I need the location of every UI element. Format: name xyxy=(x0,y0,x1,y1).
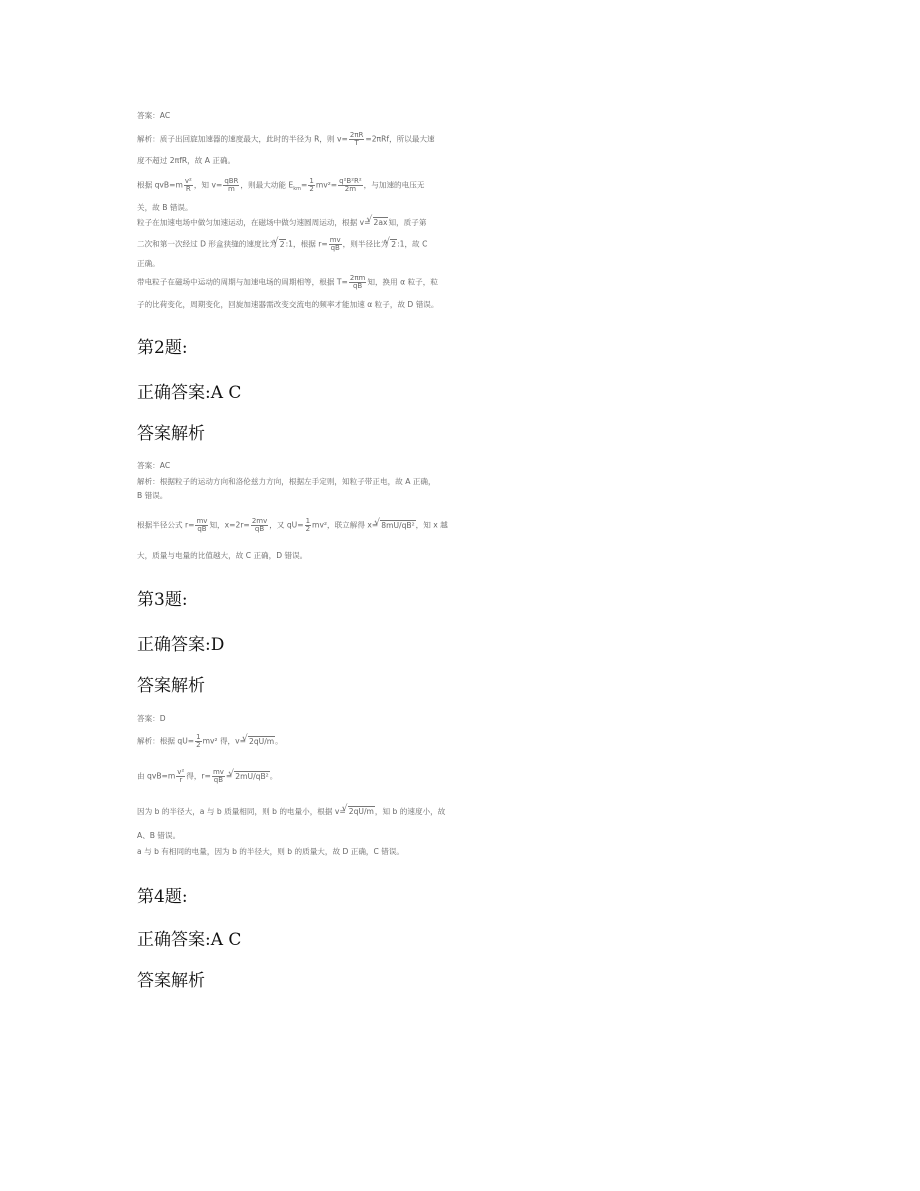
fraction: $\frac{2\pi R}{T}$ xyxy=(349,131,364,147)
explanation-image-2 xyxy=(137,458,482,568)
fraction: $\frac{\text{v²}}{r}$ xyxy=(177,768,185,784)
answer-line: 答案：AC xyxy=(137,461,171,470)
analysis-line: 由 qvB=m $\frac{\text{v²}}{r}$ 得，r= $\frac{mv}{qB}$ =√ 2mU/qB²。 xyxy=(137,769,277,784)
question-title: 第3题: xyxy=(137,590,188,610)
answer-line: 答案：D xyxy=(137,714,166,723)
sqrt: √ 2qU/m xyxy=(248,736,275,746)
analysis-line: 解析：根据 qU= $\frac{1}{2}$ mv² 得，v=√ 2qU/m。 xyxy=(137,734,283,749)
analysis-line: 大，质量与电量的比值越大，故 C 正确，D 错误。 xyxy=(137,551,308,560)
analysis-line: 粒子在加速电场中做匀加速运动，在磁场中做匀速圆周运动，根据 v=√ 2ax知，质子第 xyxy=(137,219,426,227)
fraction: $\frac{1}{2}$ xyxy=(305,517,311,533)
answer-analysis-heading: 答案解析 xyxy=(137,676,205,696)
analysis-line: 根据半径公式 r= $\frac{mv}{qB}$ 知，x=2r= $\frac{2mv}{qB}$ ，又 qU= $\frac{1}{2}$ mv²，联立解得 x=√ 8mU/qB²，知 x 越 xyxy=(137,518,448,533)
analysis-line: 正确。 xyxy=(137,259,160,268)
fraction: $\frac{\text{v²}}{R}$ xyxy=(184,177,192,193)
sqrt: √ 2mU/qB² xyxy=(234,771,269,781)
fraction: $\frac{1}{2}$ xyxy=(309,177,314,193)
answer-line: 答案：AC xyxy=(137,111,171,120)
fraction: $\frac{mv}{qB}$ xyxy=(329,236,341,252)
sqrt: √ 2 xyxy=(279,239,286,249)
correct-answer: 正确答案:A C xyxy=(137,383,242,403)
analysis-line: B 错误。 xyxy=(137,491,168,500)
analysis-line: 度不超过 2πfR，故 A 正确。 xyxy=(137,156,236,165)
question-title: 第2题: xyxy=(137,338,188,358)
fraction: $\frac{mv}{qB}$ xyxy=(212,768,224,784)
correct-answer: 正确答案:A C xyxy=(137,930,242,950)
sqrt: √ 8mU/qB² xyxy=(380,520,415,530)
fraction: $\frac{\text{qBR}}{m}$ xyxy=(224,177,239,193)
analysis-line: 子的比荷变化，周期变化，回旋加速器需改变交流电的频率才能加速 α 粒子，故 D 错误。 xyxy=(137,300,439,309)
correct-answer: 正确答案:D xyxy=(137,635,225,655)
sqrt: √ 2ax xyxy=(373,217,389,227)
analysis-line: 解析：质子出回旋加速器的速度最大，此时的半径为 R，则 v= $\frac{2\pi R}{T}$ =2πRf，所以最大速 xyxy=(137,131,435,147)
analysis-line: 解析：根据粒子的运动方向和洛伦兹力方向，根据左手定则，知粒子带正电，故 A 正确， xyxy=(137,477,436,486)
analysis-line: 二次和第一次经过 D 形盒狭缝的速度比为√ 2:1，根据 r= $\frac{mv}{qB}$ ，则半径比为√ 2:1，故 C xyxy=(137,237,427,252)
analysis-line: a 与 b 有相同的电量，因为 b 的半径大，则 b 的质量大，故 D 正确，C 错误。 xyxy=(137,847,405,856)
question-title: 第4题: xyxy=(137,887,188,907)
analysis-line: A、B 错误。 xyxy=(137,831,181,840)
fraction: $\frac{\text{q²B²R²}}{2m}$ xyxy=(339,177,362,193)
explanation-image-3 xyxy=(137,710,482,860)
fraction: $\frac{2\pi m}{qB}$ xyxy=(349,274,366,290)
fraction: $\frac{mv}{qB}$ xyxy=(196,517,208,533)
analysis-line: 关，故 B 错误。 xyxy=(137,203,193,212)
sqrt: √ 2qU/m xyxy=(348,806,375,816)
sqrt: √ 2 xyxy=(390,239,397,249)
fraction: $\frac{2mv}{qB}$ xyxy=(251,517,268,533)
analysis-line: 带电粒子在磁场中运动的周期与加速电场的周期相等，根据 T= $\frac{2\pi m}{qB}$ 知，换用 α 粒子，粒 xyxy=(137,274,438,290)
fraction: $\frac{1}{2}$ xyxy=(196,733,201,749)
answer-analysis-heading: 答案解析 xyxy=(137,424,205,444)
explanation-image-1 xyxy=(137,108,482,313)
analysis-line: 根据 qvB=m $\frac{\text{v²}}{R}$ ，知 v= $\frac{\text{qBR}}{m}$ ，则最大动能 $E_{km}=$ $\frac{1}{2}$ mv²= $\frac{\text{q²B²R²}}{2m}$ ，与加速的电压无 xyxy=(137,177,425,193)
analysis-line: 因为 b 的半径大，a 与 b 质量相同，则 b 的电量小，根据 v=√ 2qU/m，知 b 的速度小，故 xyxy=(137,808,445,816)
answer-analysis-heading: 答案解析 xyxy=(137,971,205,991)
